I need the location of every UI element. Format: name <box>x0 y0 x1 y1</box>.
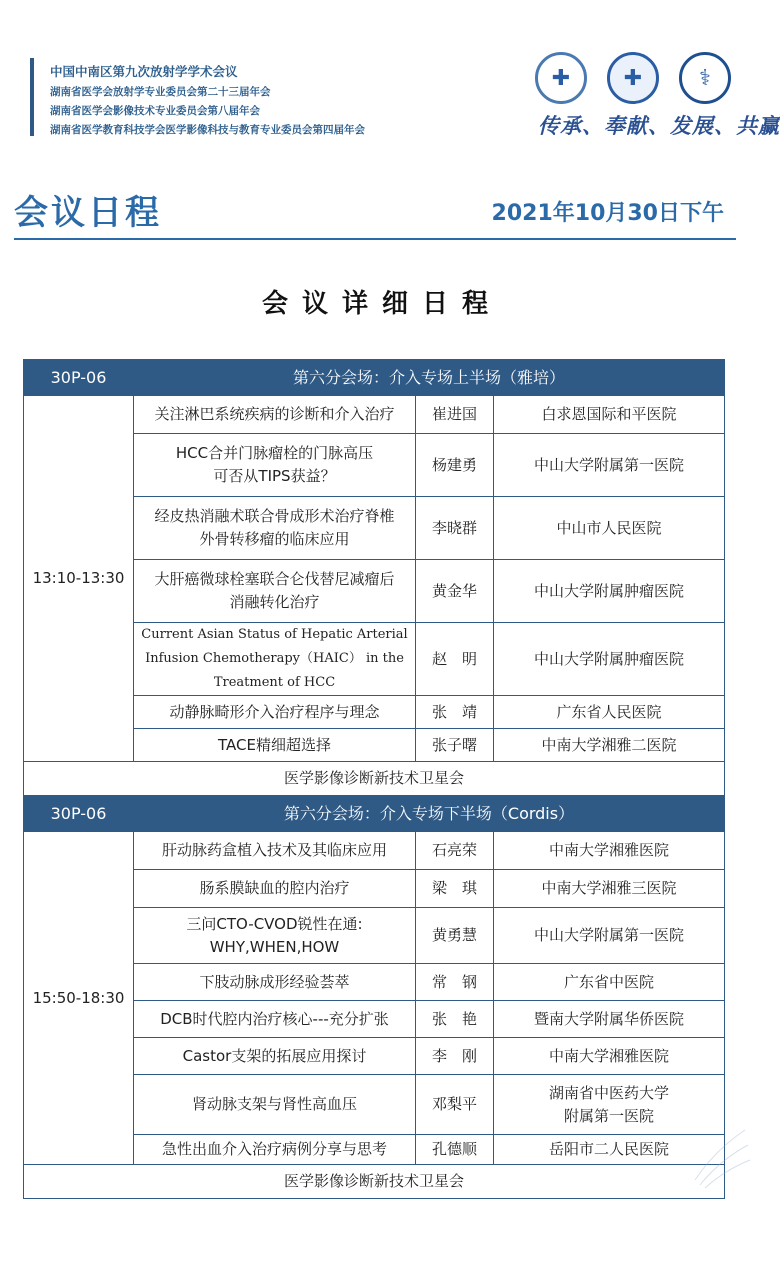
society-logo-1: ✚ <box>535 52 587 104</box>
session-code: 30P-06 <box>24 796 134 832</box>
title-divider <box>14 238 736 240</box>
hospital-name: 中山市人民医院 <box>494 497 725 560</box>
speaker-name: 常 钢 <box>416 964 494 1001</box>
talk-topic: 下肢动脉成形经验荟萃 <box>134 964 416 1001</box>
hospital-name: 广东省中医院 <box>494 964 725 1001</box>
hospital-name: 中南大学湘雅三医院 <box>494 870 725 908</box>
slogan: 传承、奉献、发展、共赢 <box>538 113 780 138</box>
speaker-name: 孔德顺 <box>416 1135 494 1165</box>
talk-topic: TACE精细超选择 <box>134 729 416 762</box>
session-header-row <box>24 360 725 396</box>
speaker-name: 杨建勇 <box>416 434 494 497</box>
hospital-name: 岳阳市二人民医院 <box>494 1135 725 1165</box>
speaker-name: 张子曙 <box>416 729 494 762</box>
talk-topic: 三问CTO-CVOD锐性在通: WHY,WHEN,HOW <box>134 908 416 964</box>
schedule-date: 2021年10月30日下午 <box>491 201 724 226</box>
session-code: 30P-06 <box>24 360 134 396</box>
talk-topic: 大肝癌微球栓塞联合仑伐替尼减瘤后 消融转化治疗 <box>134 560 416 623</box>
organizer-line-4: 湖南省医学教育科技学会医学影像科技与教育专业委员会第四届年会 <box>50 124 365 136</box>
hospital-name: 中南大学湘雅二医院 <box>494 729 725 762</box>
speaker-name: 黄金华 <box>416 560 494 623</box>
speaker-name: 张 艳 <box>416 1001 494 1038</box>
satellite-row <box>24 1165 725 1199</box>
hospital-name: 暨南大学附属华侨医院 <box>494 1001 725 1038</box>
talk-topic: DCB时代腔内治疗核心---充分扩张 <box>134 1001 416 1038</box>
talk-topic: 肾动脉支架与肾性高血压 <box>134 1075 416 1135</box>
hospital-name: 中山大学附属第一医院 <box>494 434 725 497</box>
session-title: 第六分会场：介入专场上半场（雅培） <box>134 360 725 396</box>
hospital-name: 中南大学湘雅医院 <box>494 832 725 870</box>
talk-topic: 动静脉畸形介入治疗程序与理念 <box>134 696 416 729</box>
speaker-name: 张 靖 <box>416 696 494 729</box>
hospital-name: 中山大学附属第一医院 <box>494 908 725 964</box>
society-logo-3: ⚕ <box>679 52 731 104</box>
talk-topic: 急性出血介入治疗病例分享与思考 <box>134 1135 416 1165</box>
talk-topic: 关注淋巴系统疾病的诊断和介入治疗 <box>134 396 416 434</box>
talk-topic: Current Asian Status of Hepatic Arterial Infusion Chemotherapy（HAIC） in the Treatment of HCC <box>134 623 416 696</box>
session-title: 第六分会场：介入专场下半场（Cordis） <box>134 796 725 832</box>
satellite-meeting: 医学影像诊断新技术卫星会 <box>24 762 725 796</box>
schedule-table <box>23 359 725 1199</box>
speaker-name: 崔进国 <box>416 396 494 434</box>
session-time: 15:50-18:30 <box>24 832 134 1165</box>
speaker-name: 李晓群 <box>416 497 494 560</box>
hospital-name: 广东省人民医院 <box>494 696 725 729</box>
session-time: 13:10-13:30 <box>24 396 134 762</box>
satellite-row <box>24 762 725 796</box>
speaker-name: 邓梨平 <box>416 1075 494 1135</box>
talk-topic: 经皮热消融术联合骨成形术治疗脊椎 外骨转移瘤的临床应用 <box>134 497 416 560</box>
schedule-subtitle: 会议详细日程 <box>261 289 502 319</box>
speaker-name: 梁 琪 <box>416 870 494 908</box>
talk-topic: Castor支架的拓展应用探讨 <box>134 1038 416 1075</box>
table-row <box>24 832 725 870</box>
session-header-row <box>24 796 725 832</box>
hospital-name: 中山大学附属肿瘤医院 <box>494 560 725 623</box>
speaker-name: 李 刚 <box>416 1038 494 1075</box>
organizer-line-1: 中国中南区第九次放射学学术会议 <box>50 64 238 79</box>
satellite-meeting: 医学影像诊断新技术卫星会 <box>24 1165 725 1199</box>
speaker-name: 黄勇慧 <box>416 908 494 964</box>
organizer-line-2: 湖南省医学会放射学专业委员会第二十三届年会 <box>50 86 271 98</box>
table-row <box>24 396 725 434</box>
decorative-wave-icon <box>690 1110 750 1190</box>
hospital-name: 中山大学附属肿瘤医院 <box>494 623 725 696</box>
header-accent-bar <box>30 58 34 136</box>
talk-topic: 肠系膜缺血的腔内治疗 <box>134 870 416 908</box>
society-logo-2: ✚ <box>607 52 659 104</box>
hospital-name: 白求恩国际和平医院 <box>494 396 725 434</box>
speaker-name: 赵 明 <box>416 623 494 696</box>
hospital-name: 湖南省中医药大学 附属第一医院 <box>494 1075 725 1135</box>
speaker-name: 石亮荣 <box>416 832 494 870</box>
logo-group <box>535 52 735 112</box>
talk-topic: 肝动脉药盒植入技术及其临床应用 <box>134 832 416 870</box>
page-title: 会议日程 <box>14 193 162 233</box>
organizer-line-3: 湖南省医学会影像技术专业委员会第八届年会 <box>50 105 260 117</box>
talk-topic: HCC合并门脉瘤栓的门脉高压 可否从TIPS获益？ <box>134 434 416 497</box>
hospital-name: 中南大学湘雅医院 <box>494 1038 725 1075</box>
